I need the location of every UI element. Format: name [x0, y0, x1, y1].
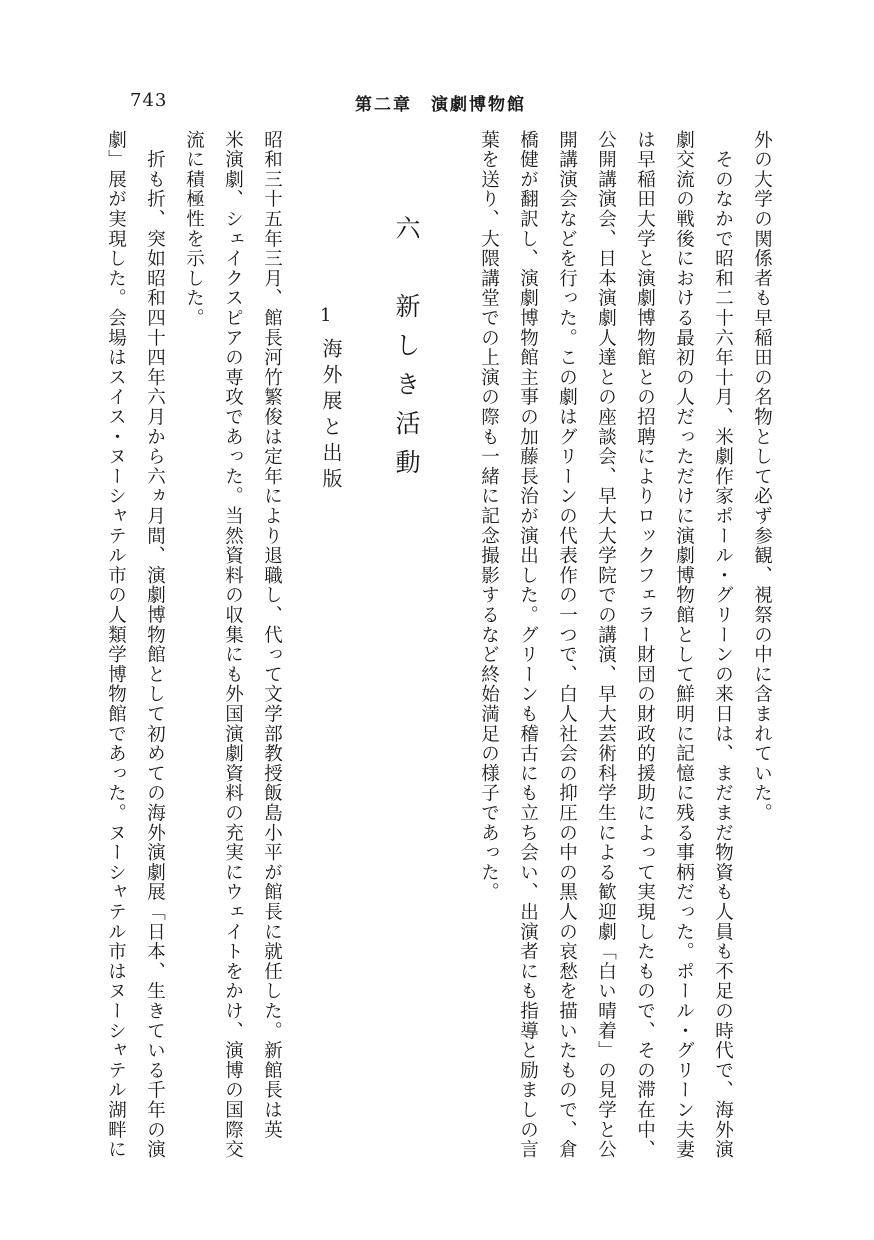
running-head: 第二章 演劇博物館: [355, 95, 526, 115]
body-column: 折も折、突如昭和四十四年六月から六ヵ月間、演劇博物館として初めての海外演劇展「日本、生きている千年の演: [144, 130, 166, 1160]
body-column: そのなかで昭和二十六年十月、米劇作家ポール・グリーンの来日は、まだまだ物資も人員も不足の時代で、海外演: [712, 130, 734, 1160]
page-number: 743: [130, 90, 168, 111]
body-column: 葉を送り、大隈講堂での上演の際も一緒に記念撮影するなど終始満足の様子であった。: [478, 130, 500, 903]
section-title: 六 新しき活動: [392, 215, 421, 488]
body-column: 橋健が翻訳し、演劇博物館主事の加藤長治が演出した。グリーンも稽古にも立ち会い、出演者にも指導と励ましの言: [517, 130, 539, 1160]
body-column: 昭和三十五年三月、館長河竹繁俊は定年により退職し、代って文学部教授飯島小平が館長に就任した。新館長は英: [261, 130, 283, 1140]
body-column: 劇」展が実現した。会場はスイス・ヌーシャテル市の人類学博物館であった。ヌーシャテル市はヌーシャテル湖畔に: [105, 130, 127, 1160]
body-column: 公開講演会、日本演劇人達との座談会、早大大学院での講演、早大芸術科学生による歓迎劇「白い晴着」の見学と公: [595, 130, 617, 1160]
body-column: 流に積極性を示した。: [183, 130, 205, 328]
body-column: は早稲田大学と演劇博物館との招聘によりロックフェラー財団の財政的援助によって実現したもので、その滞在中、: [634, 130, 656, 1160]
body-column: 開講演会などを行った。この劇はグリーンの代表作の一つで、白人社会の抑圧の中の黒人の哀愁を描いたもので、倉: [556, 130, 578, 1160]
subsection-number: 1: [320, 305, 332, 326]
body-column: 劇交流の戦後における最初の人だっただけに演劇博物館として鮮明に記憶に残る事柄だった。ポール・グリーン夫妻: [673, 130, 695, 1160]
body-column: 米演劇、シェイクスピアの専攻であった。当然資料の収集にも外国演劇資料の充実にウェイトをかけ、演博の国際交: [222, 130, 244, 1160]
body-column: 外の大学の関係者も早稲田の名物として必ず参観、視祭の中に含まれていた。: [751, 130, 773, 823]
subsection-title: 海外展と出版: [319, 338, 343, 494]
